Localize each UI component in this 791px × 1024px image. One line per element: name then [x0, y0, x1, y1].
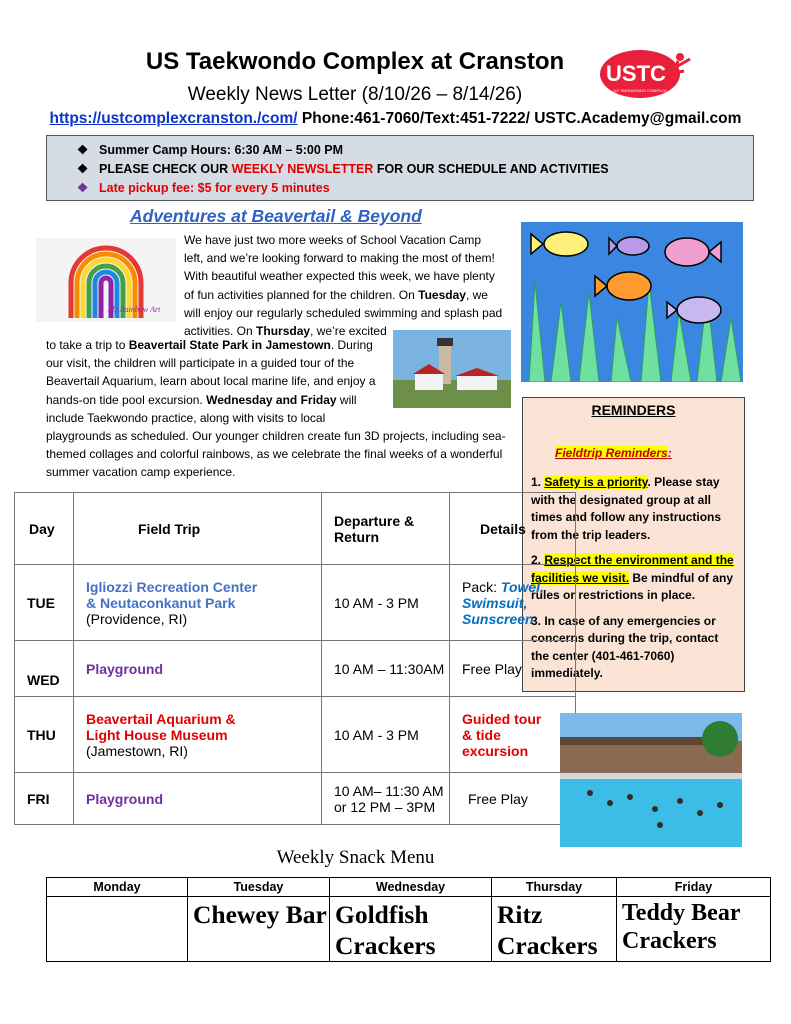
row-time: 10 AM– 11:30 AM or 12 PM – 3PM — [322, 773, 450, 825]
header-field-trip: Field Trip — [74, 493, 322, 565]
info-box — [46, 135, 754, 201]
table-header-row — [15, 493, 576, 565]
camp-hours: ❖ Summer Camp Hours: 6:30 AM – 5:00 PM — [77, 143, 344, 157]
snack-item-tuesday: Chewey Bar — [188, 897, 330, 962]
snack-item-wednesday: Goldfish Crackers — [330, 897, 492, 962]
header-details: Details — [450, 493, 576, 565]
article-heading: Adventures at Beavertail & Beyond — [130, 206, 422, 226]
newsletter-title: US Taekwondo Complex at Cranston — [145, 48, 565, 75]
reminder-3: 3. In case of any emergencies or concerns during the trip, contact the center (401-461-7060) immediately. — [531, 613, 719, 680]
row-trip: Playground — [74, 641, 322, 697]
newsletter-notice: ❖ PLEASE CHECK OUR WEEKLY NEWSLETTER FOR OUR SCHEDULE AND ACTIVITIES — [77, 162, 609, 176]
svg-text:USTC: USTC — [606, 61, 666, 86]
snack-item-friday: Teddy Bear Crackers — [617, 897, 771, 962]
ustc-logo — [598, 47, 694, 99]
header-departure: Departure & Return — [322, 493, 450, 565]
reminder-2: 2. Respect the environment and the facilities we visit. Be mindful of any rules or restrictions in place. — [531, 553, 734, 602]
snack-day-tuesday: Tuesday — [188, 878, 330, 897]
rainbow-art-image — [36, 238, 176, 322]
row-day: FRI — [15, 773, 74, 825]
snack-item-monday — [47, 897, 188, 962]
row-details: Free Play — [450, 773, 576, 825]
snack-day-friday: Friday — [617, 878, 771, 897]
row-trip: Igliozzi Recreation Center & Neutaconkanut Park (Providence, RI) — [74, 565, 322, 641]
snack-items-row — [47, 897, 771, 962]
row-trip: Beavertail Aquarium & Light House Museum (Jamestown, RI) — [74, 697, 322, 773]
snack-header-row — [47, 878, 771, 897]
table-row — [15, 641, 576, 697]
snack-item-thursday: Ritz Crackers — [492, 897, 617, 962]
snack-day-wednesday: Wednesday — [330, 878, 492, 897]
row-time: 10 AM - 3 PM — [322, 565, 450, 641]
reminder-1: 1. Safety is a priority. Please stay with the designated group at all times and follow any instructions from the trip leaders. — [531, 475, 722, 542]
row-trip: Playground — [74, 773, 322, 825]
row-time: 10 AM - 3 PM — [322, 697, 450, 773]
header-day: Day — [15, 493, 74, 565]
row-details: Pack: Towel, Swimsuit, Sunscreen — [450, 565, 576, 641]
row-day: THU — [15, 697, 74, 773]
contact-details: Phone:461-7060/Text:451-7222/ USTC.Academy@gmail.com — [297, 110, 742, 127]
row-details: Guided tour & tide excursion — [450, 697, 576, 773]
row-day: TUE — [15, 565, 74, 641]
table-row — [15, 565, 576, 641]
row-day: WED — [15, 641, 74, 697]
snack-day-thursday: Thursday — [492, 878, 617, 897]
article-para-2: to take a trip to Beavertail State Park in Jamestown. During our visit, the children will participate in a guided tour of the Beavertail Aquarium, learn about local marine life, and enjoy a hands-on tide pool excursion. Wednesday and Friday will include Taekwondo practice, along with visits to local playgrounds as scheduled. Our younger children create fun 3D projects, including sea- themed collages and colorful rainbows, as we celebrate the final weeks of a wonderful summer vacation camp experience. — [46, 338, 506, 480]
article-para-1: We have just two more weeks of School Vacation Camp left, and we’re looking forward to making the most of them! With beautiful weather expected this week, we have plenty of fun activities planned for the children. On Tuesday, we will enjoy our regularly scheduled swimming and splash pad activities. On Thursday, we’re excited — [184, 233, 503, 339]
table-row — [15, 697, 576, 773]
contact-line — [0, 110, 791, 128]
reminders-title: REMINDERS — [591, 402, 676, 418]
newsletter-subtitle: Weekly News Letter (8/10/26 – 8/14/26) — [187, 84, 523, 105]
svg-text:US TAEKWONDO COMPLEX: US TAEKWONDO COMPLEX — [613, 88, 667, 93]
row-details: Free Play — [450, 641, 576, 697]
pool-photo — [560, 713, 742, 847]
fieldtrip-reminders-subtitle: Fieldtrip Reminders: — [555, 446, 672, 460]
snack-day-monday: Monday — [47, 878, 188, 897]
svg-text:3D Rainbow Art: 3D Rainbow Art — [108, 305, 161, 314]
snack-menu-table — [46, 877, 771, 962]
row-time: 10 AM – 11:30AM — [322, 641, 450, 697]
field-trip-table — [14, 492, 576, 825]
fish-collage-image — [521, 222, 743, 382]
table-row — [15, 773, 576, 825]
late-fee: ❖ Late pickup fee: $5 for every 5 minutes — [77, 181, 330, 195]
snack-menu-title: Weekly Snack Menu — [276, 847, 435, 868]
website-link[interactable]: https://ustcomplexcranston./com/ — [49, 110, 298, 127]
